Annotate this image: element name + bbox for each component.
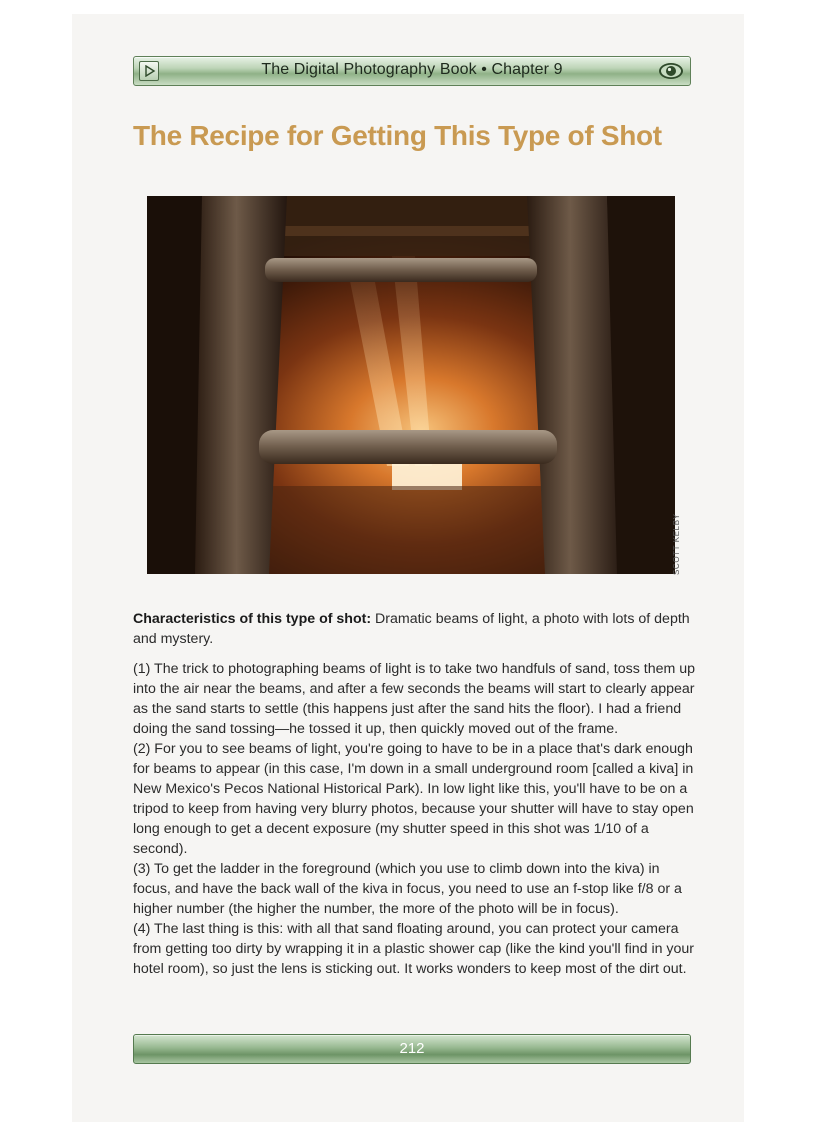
chapter-header-title: The Digital Photography Book • Chapter 9 <box>261 61 563 78</box>
eye-button[interactable] <box>658 60 684 82</box>
body-text <box>133 609 698 979</box>
page-title: The Recipe for Getting This Type of Shot <box>133 120 662 151</box>
characteristics-text: Dramatic beams of light, a photo with lots of depth and mystery. <box>133 611 690 647</box>
chapter-header-bar <box>133 56 691 86</box>
kiva-ladder-photo <box>147 196 675 574</box>
page-number: 212 <box>399 1040 425 1057</box>
photo-credit-text: SCOTT KELBY <box>672 513 681 575</box>
photo-ladder-light-beams-image <box>147 196 675 574</box>
step-3-paragraph: (3) To get the ladder in the foreground (which you use to climb down into the kiva) in focus, and have the back wall of the kiva in focus, you need to use an f-stop like f/8 or a higher number (the higher the number, the more of the photo will be in focus). <box>133 861 682 917</box>
step-2-paragraph: (2) For you to see beams of light, you're going to have to be in a place that's dark enough for beams to appear (in this case, I'm down in a small underground room [called a kiva] in New Mexico's Pecos National Historical Park). In low light like this, you'll have to be on a tripod to keep from having very blurry photos, because your shutter will have to stay open long enough to get a decent exposure (my shutter speed in this shot was 1/10 of a second). <box>133 741 694 857</box>
step-1-paragraph: (1) The trick to photographing beams of light is to take two handfuls of sand, toss them up into the air near the beams, and after a few seconds the beams will start to clearly appear as the sand starts to settle (this happens just after the sand hits the floor). I had a friend doing the sand tossing—he tossed it up, then quickly moved out of the frame. <box>133 661 696 737</box>
step-4-paragraph: (4) The last thing is this: with all that sand floating around, you can protect your camera from getting too dirty by wrapping it in a plastic shower cap (like the kind you'll find in your hotel room), so just the lens is sticking out. It works wonders to keep most of the dirt out. <box>133 921 695 977</box>
characteristics-paragraph <box>133 609 698 649</box>
characteristics-label: Characteristics of this type of shot: <box>133 611 372 627</box>
eye-icon <box>658 60 684 82</box>
page-footer-bar <box>133 1034 691 1064</box>
